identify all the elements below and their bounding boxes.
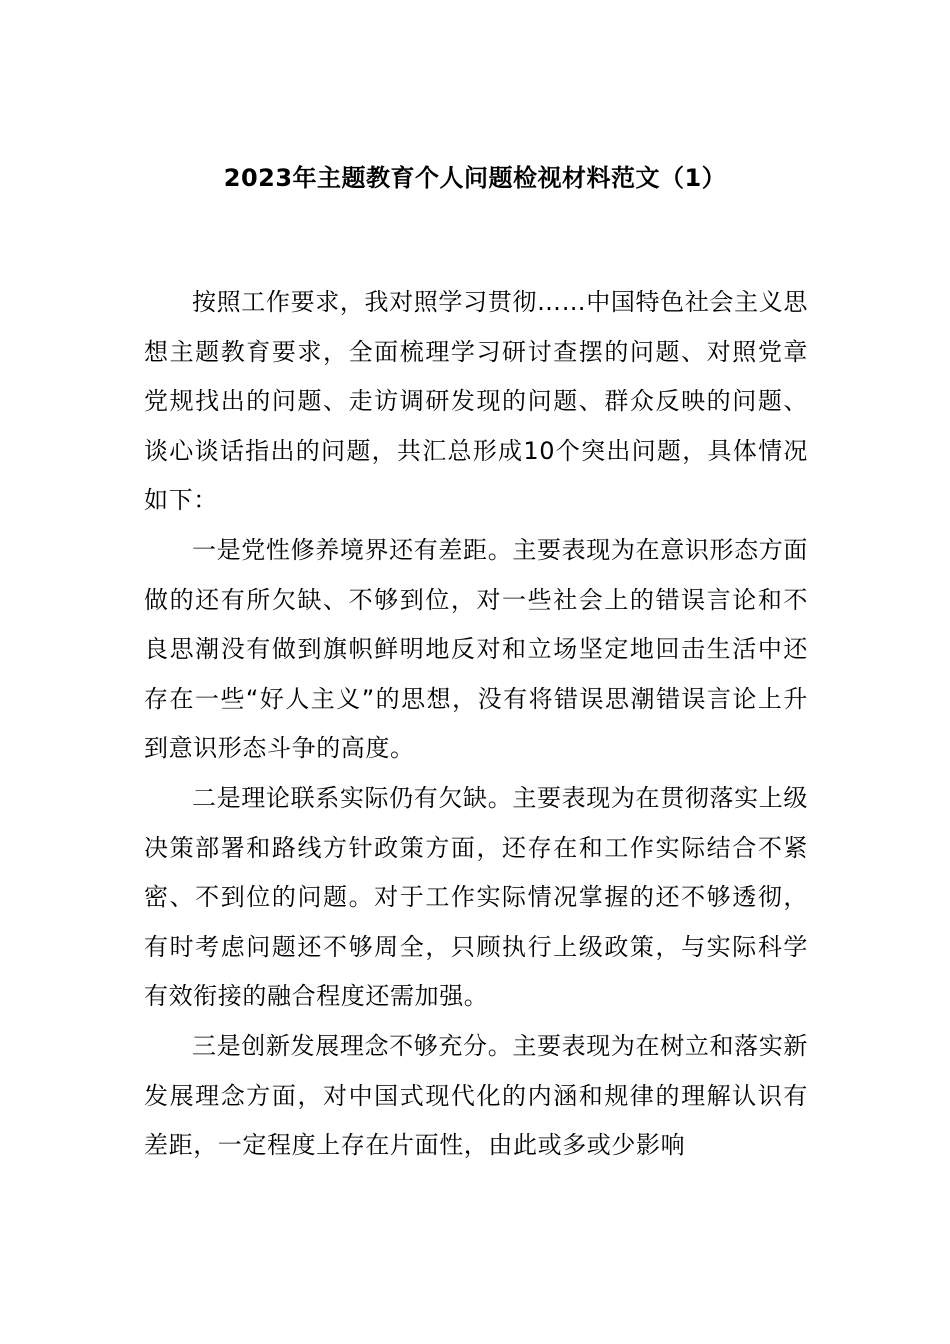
issue-paragraph-2: 二是理论联系实际仍有欠缺。主要表现为在贯彻落实上级决策部署和路线方针政策方面，还存在和工作实际结合不紧密、不到位的问题。对于工作实际情况掌握的还不够透彻，有时考虑问题还不够周全，只顾执行上级政策，与实际科学有效衔接的融合程度还需加强。 xyxy=(144,783,808,1011)
document-title: 2023年主题教育个人问题检视材料范文（1） xyxy=(223,164,727,192)
issue-paragraph-1: 一是党性修养境界还有差距。主要表现为在意识形态方面做的还有所欠缺、不够到位，对一些社会上的错误言论和不良思潮没有做到旗帜鲜明地反对和立场坚定地回击生活中还存在一些“好人主义”的思想，没有将错误思潮错误言论上升到意识形态斗争的高度。 xyxy=(144,535,808,763)
issue-paragraph-3: 三是创新发展理念不够充分。主要表现为在树立和落实新发展理念方面，对中国式现代化的内涵和规律的理解认识有差距，一定程度上存在片面性，由此或多或少影响 xyxy=(144,1031,808,1160)
intro-paragraph: 按照工作要求，我对照学习贯彻……中国特色社会主义思想主题教育要求，全面梳理学习研讨查摆的问题、对照党章党规找出的问题、走访调研发现的问题、群众反映的问题、谈心谈话指出的问题，共汇总形成10个突出问题，具体情况如下： xyxy=(144,288,808,515)
document-body xyxy=(144,278,808,1171)
